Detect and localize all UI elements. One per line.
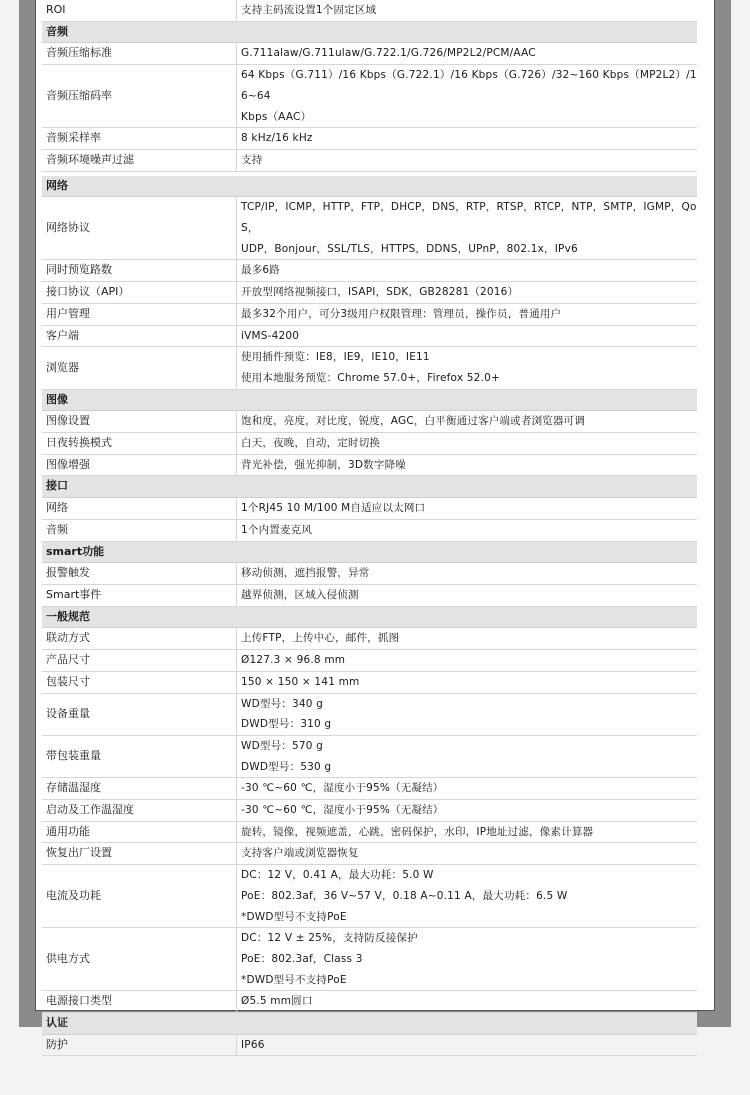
spec-key: 报警触发: [42, 563, 237, 585]
spec-key: 浏览器: [42, 347, 237, 389]
spec-value-line: 8 kHz/16 kHz: [241, 132, 313, 145]
spec-key: ROI: [42, 0, 237, 21]
spec-row: [42, 0, 697, 21]
spec-value: [237, 149, 698, 171]
spec-value-line: DC：12 V，0.41 A，最大功耗：5.0 W: [241, 869, 434, 882]
spec-value: [237, 0, 698, 21]
spec-value: [237, 411, 698, 433]
spec-key: Smart事件: [42, 584, 237, 606]
spec-key: 图像设置: [42, 411, 237, 433]
spec-key: 网络协议: [42, 197, 237, 260]
spec-value-line: 白天，夜晚，自动，定时切换: [241, 437, 381, 450]
spec-row: [42, 584, 697, 606]
spec-row: [42, 260, 697, 282]
spec-value: [237, 843, 698, 865]
section-header: [42, 541, 697, 563]
spec-value-line: *DWD型号不支持PoE: [241, 910, 347, 923]
spec-value-line: -30 ℃~60 ℃，湿度小于95%（无凝结）: [241, 804, 444, 817]
spec-value: [237, 865, 698, 928]
spec-value-line: -30 ℃~60 ℃，湿度小于95%（无凝结）: [241, 782, 444, 795]
spec-value-line: Ø5.5 mm圆口: [241, 995, 313, 1008]
spec-key: 供电方式: [42, 928, 237, 991]
spec-key: 日夜转换模式: [42, 433, 237, 455]
spec-value: [237, 260, 698, 282]
spec-row: [42, 303, 697, 325]
spec-value: [237, 563, 698, 585]
spec-value: [237, 584, 698, 606]
spec-key: 音频采样率: [42, 128, 237, 150]
section-title: smart功能: [42, 541, 697, 563]
spec-row: [42, 865, 697, 928]
spec-key: 音频: [42, 519, 237, 541]
section-title: 图像: [42, 389, 697, 411]
spec-row: [42, 735, 697, 777]
spec-value: [237, 498, 698, 520]
spec-value-line: 最多6路: [241, 264, 280, 277]
spec-key: 客户端: [42, 325, 237, 347]
spec-value: [237, 1034, 698, 1056]
spec-value-line: WD型号：340 g: [241, 697, 324, 710]
spec-row: [42, 563, 697, 585]
section-title: 音频: [42, 21, 697, 43]
spec-value-line: 使用本地服务预览：Chrome 57.0+，Firefox 52.0+: [241, 371, 500, 384]
spec-value: [237, 650, 698, 672]
spec-value: [237, 991, 698, 1013]
section-title: 一般规范: [42, 606, 697, 628]
spec-value-line: 最多32个用户，可分3级用户权限管理：管理员，操作员，普通用户: [241, 307, 562, 320]
spec-row: [42, 282, 697, 304]
spec-row: [42, 671, 697, 693]
spec-value: [237, 778, 698, 800]
spec-value-line: IP66: [241, 1038, 265, 1051]
spec-key: 通用功能: [42, 821, 237, 843]
spec-key: 防护: [42, 1034, 237, 1056]
spec-value: [237, 693, 698, 735]
spec-value: [237, 519, 698, 541]
spec-value: [237, 735, 698, 777]
spec-table: [42, 0, 697, 1056]
spec-row: [42, 778, 697, 800]
spec-value-line: 开放型网络视频接口，ISAPI，SDK，GB28281（2016）: [241, 286, 519, 299]
spec-value: [237, 325, 698, 347]
spec-row: [42, 628, 697, 650]
section-header: [42, 176, 697, 197]
spec-row: [42, 347, 697, 389]
spec-value-line: DC：12 V ± 25%，支持防反接保护: [241, 932, 418, 945]
spec-value-line: 支持主码流设置1个固定区域: [241, 4, 377, 16]
spec-value: [237, 928, 698, 991]
section-header: [42, 1013, 697, 1035]
spec-value-line: PoE：802.3af，36 V~57 V，0.18 A~0.11 A，最大功耗：6.5 W: [241, 889, 568, 902]
spec-row: [42, 991, 697, 1013]
spec-value-line: 旋转，镜像，视频遮盖，心跳，密码保护，水印，IP地址过滤，像素计算器: [241, 825, 594, 838]
section-header: [42, 389, 697, 411]
spec-value: [237, 628, 698, 650]
section-title: 网络: [42, 176, 697, 197]
spec-key: 产品尺寸: [42, 650, 237, 672]
section-title: 认证: [42, 1013, 697, 1035]
spec-row: [42, 325, 697, 347]
spec-key: 恢复出厂设置: [42, 843, 237, 865]
spec-key: 音频压缩标准: [42, 43, 237, 65]
spec-value: [237, 800, 698, 822]
spec-row: [42, 433, 697, 455]
spec-value: [237, 454, 698, 476]
spec-table-body: [42, 0, 697, 1056]
spec-row: [42, 843, 697, 865]
spec-value: [237, 671, 698, 693]
spec-value-line: 使用插件预览：IE8，IE9，IE10，IE11: [241, 351, 430, 364]
spec-value: [237, 347, 698, 389]
spec-value-line: iVMS-4200: [241, 329, 300, 342]
spec-row: [42, 454, 697, 476]
spec-row: [42, 519, 697, 541]
spec-key: 同时预览路数: [42, 260, 237, 282]
spec-sheet: [35, 0, 715, 1051]
spec-value-line: WD型号：570 g: [241, 739, 324, 752]
section-title: 接口: [42, 476, 697, 498]
spec-value-line: PoE：802.3af，Class 3: [241, 952, 363, 965]
spec-row: [42, 693, 697, 735]
section-header: [42, 476, 697, 498]
spec-row: [42, 128, 697, 150]
spec-row: [42, 800, 697, 822]
spec-row: [42, 197, 697, 260]
spec-value-line: TCP/IP，ICMP，HTTP，FTP，DHCP，DNS，RTP，RTSP，RTCP，NTP，SMTP，IGMP，QoS，: [241, 201, 697, 235]
spec-value-line: 移动侦测，遮挡报警，异常: [241, 567, 370, 580]
spec-value-line: 越界侦测，区域入侵侦测: [241, 588, 359, 601]
spec-value-line: 支持客户端或浏览器恢复: [241, 847, 359, 860]
spec-row: [42, 650, 697, 672]
spec-value: [237, 197, 698, 260]
spec-key: 网络: [42, 498, 237, 520]
spec-value-line: Kbps（AAC）: [241, 110, 312, 123]
spec-value-line: 饱和度，亮度，对比度，锐度，AGC，白平衡通过客户端或者浏览器可调: [241, 415, 586, 428]
spec-value: [237, 43, 698, 65]
section-header: [42, 606, 697, 628]
spec-value: [237, 303, 698, 325]
spec-value-line: Ø127.3 × 96.8 mm: [241, 654, 346, 667]
spec-row: [42, 928, 697, 991]
spec-value-line: 1个RJ45 10 M/100 M自适应以太网口: [241, 502, 426, 515]
spec-key: 包装尺寸: [42, 671, 237, 693]
spec-value-line: *DWD型号不支持PoE: [241, 973, 347, 986]
spec-row: [42, 65, 697, 128]
spec-value-line: DWD型号：530 g: [241, 760, 332, 773]
spec-key: 带包装重量: [42, 735, 237, 777]
spec-key: 电源接口类型: [42, 991, 237, 1013]
spec-value-line: 支持: [241, 153, 263, 166]
spec-value-line: DWD型号：310 g: [241, 718, 332, 731]
spec-key: 音频压缩码率: [42, 65, 237, 128]
spec-row: [42, 821, 697, 843]
spec-value: [237, 433, 698, 455]
spec-row: [42, 1034, 697, 1056]
spec-value-line: 64 Kbps（G.711）/16 Kbps（G.722.1）/16 Kbps（G.726）/32~160 Kbps（MP2L2）/16~64: [241, 69, 697, 102]
spec-key: 用户管理: [42, 303, 237, 325]
spec-key: 音频环境噪声过滤: [42, 149, 237, 171]
spec-row: [42, 149, 697, 171]
spec-value-line: 150 × 150 × 141 mm: [241, 675, 360, 688]
spec-value: [237, 65, 698, 128]
spec-value-line: UDP，Bonjour，SSL/TLS，HTTPS，DDNS，UPnP，802.1x，IPv6: [241, 242, 578, 255]
spec-row: [42, 43, 697, 65]
spec-key: 联动方式: [42, 628, 237, 650]
spec-key: 启动及工作温湿度: [42, 800, 237, 822]
spec-value-line: 1个内置麦克风: [241, 523, 313, 536]
spec-value: [237, 821, 698, 843]
spec-row: [42, 411, 697, 433]
spec-value: [237, 282, 698, 304]
page-frame: [19, 0, 731, 1051]
spec-key: 存储温湿度: [42, 778, 237, 800]
spec-value-line: 背光补偿，强光抑制，3D数字降噪: [241, 458, 406, 471]
spec-key: 电流及功耗: [42, 865, 237, 928]
spec-value-line: 上传FTP，上传中心，邮件，抓图: [241, 632, 400, 645]
section-header: [42, 21, 697, 43]
spec-value-line: G.711alaw/G.711ulaw/G.722.1/G.726/MP2L2/PCM/AAC: [241, 47, 536, 60]
spec-value: [237, 128, 698, 150]
spec-key: 图像增强: [42, 454, 237, 476]
spec-key: 接口协议（API）: [42, 282, 237, 304]
spec-key: 设备重量: [42, 693, 237, 735]
spec-row: [42, 498, 697, 520]
